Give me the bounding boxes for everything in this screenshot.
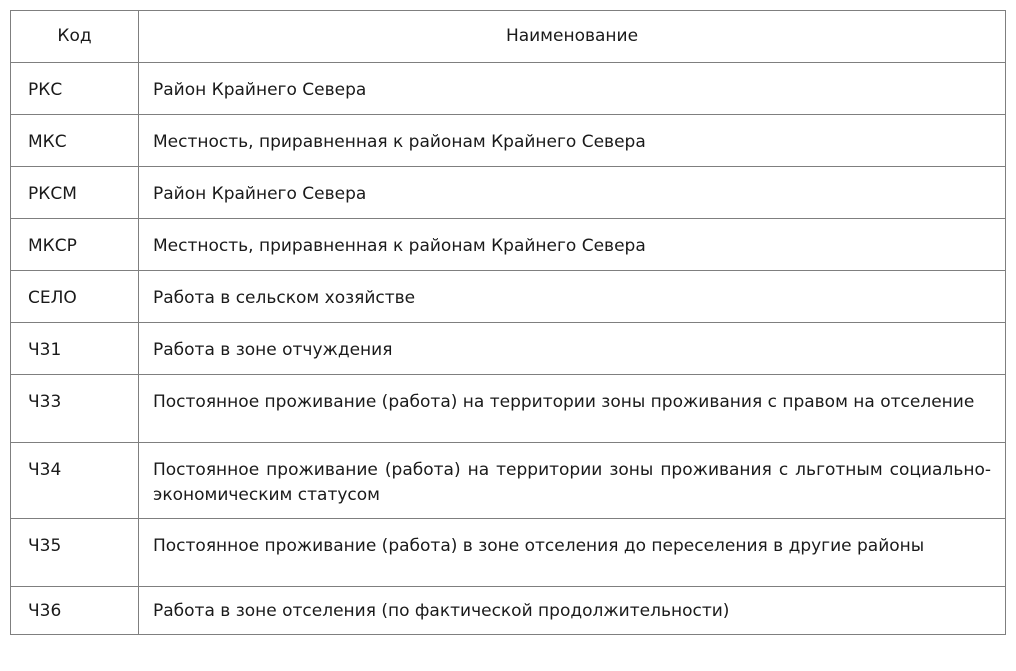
codes-table (10, 10, 1006, 635)
code-cell: Ч35 (11, 519, 139, 587)
code-cell: РКС (11, 63, 139, 115)
name-cell: Постоянное проживание (работа) на территории зоны проживания с правом на отселение (139, 375, 1006, 443)
table-row (11, 375, 1006, 443)
name-cell: Район Крайнего Севера (139, 167, 1006, 219)
code-cell: Ч33 (11, 375, 139, 443)
name-cell: Постоянное проживание (работа) в зоне отселения до переселения в другие районы (139, 519, 1006, 587)
name-cell: Местность, приравненная к районам Крайнего Севера (139, 115, 1006, 167)
code-cell: Ч34 (11, 443, 139, 519)
code-cell: Ч31 (11, 323, 139, 375)
code-cell: Ч36 (11, 587, 139, 635)
code-cell: СЕЛО (11, 271, 139, 323)
table-row (11, 587, 1006, 635)
table-header (11, 11, 1006, 63)
name-cell: Работа в сельском хозяйстве (139, 271, 1006, 323)
name-cell: Работа в зоне отселения (по фактической продолжительности) (139, 587, 1006, 635)
header-row (11, 11, 1006, 63)
name-cell: Район Крайнего Севера (139, 63, 1006, 115)
header-code: Код (11, 11, 139, 63)
code-cell: МКСР (11, 219, 139, 271)
table-row (11, 115, 1006, 167)
table-row (11, 167, 1006, 219)
code-cell: РКСМ (11, 167, 139, 219)
table-row (11, 219, 1006, 271)
table-row (11, 323, 1006, 375)
code-cell: МКС (11, 115, 139, 167)
name-cell: Работа в зоне отчуждения (139, 323, 1006, 375)
table-row (11, 271, 1006, 323)
table-row (11, 519, 1006, 587)
table-row (11, 63, 1006, 115)
header-name: Наименование (139, 11, 1006, 63)
name-cell: Местность, приравненная к районам Крайнего Севера (139, 219, 1006, 271)
table-body (11, 63, 1006, 635)
table-row (11, 443, 1006, 519)
name-cell: Постоянное проживание (работа) на территории зоны проживания с льготным социально-экономическим статусом (139, 443, 1006, 519)
